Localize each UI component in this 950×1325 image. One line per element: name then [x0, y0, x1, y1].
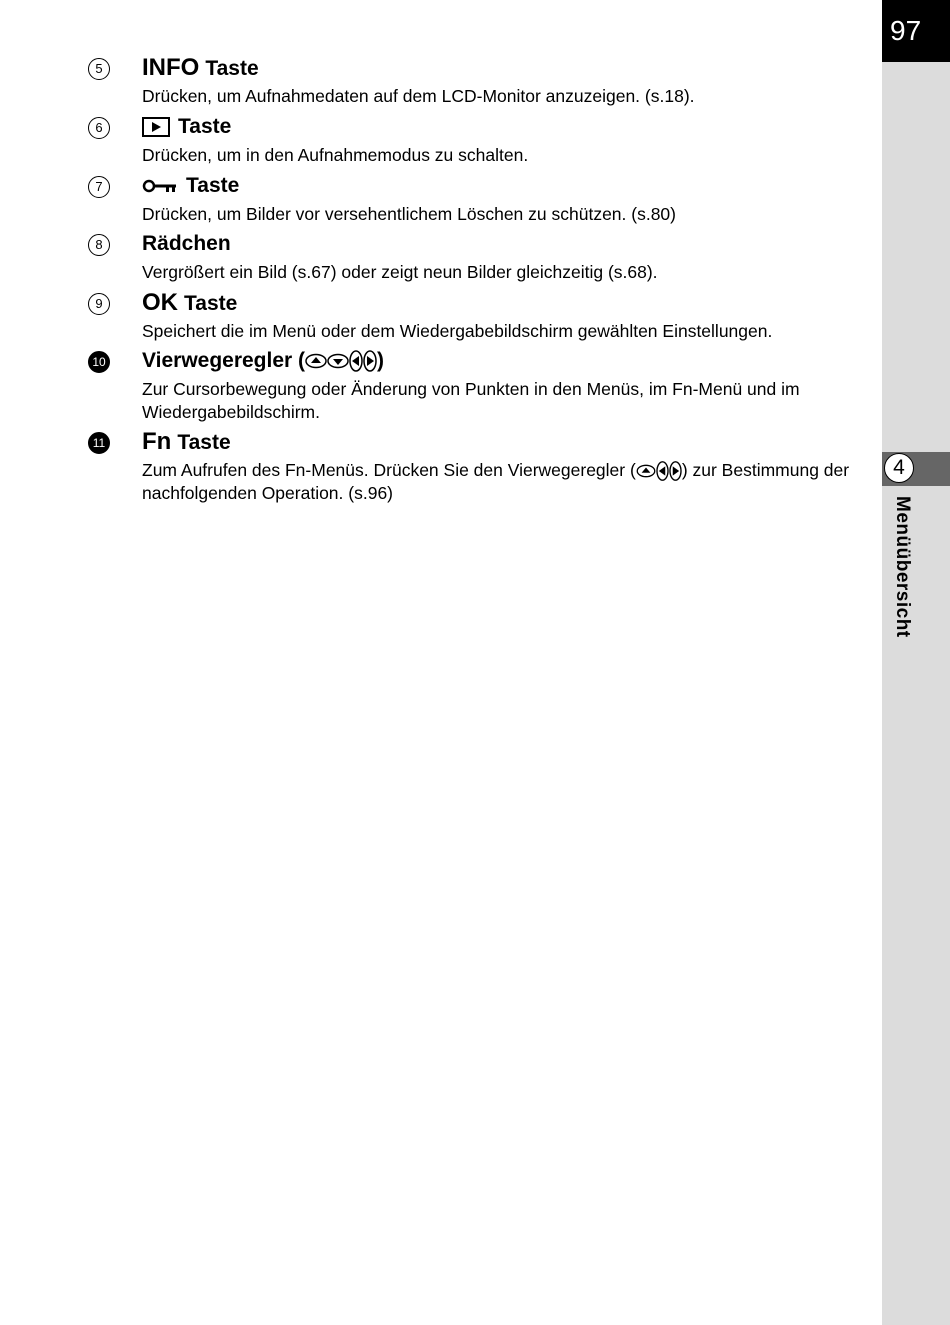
item-description-end: ) zur Bestimmung der nachfolgenden Operation. (s.96) — [142, 460, 850, 504]
chapter-sidebar — [882, 0, 950, 1325]
up-arrow-icon — [305, 353, 327, 369]
key-icon — [142, 178, 178, 194]
info-symbol: INFO — [142, 54, 200, 81]
item-heading — [142, 230, 231, 258]
fn-symbol: Fn — [142, 428, 172, 455]
right-arrow-icon — [363, 349, 377, 373]
item-number: 8 — [88, 234, 110, 256]
item-title: Vierwegeregler ( — [142, 349, 306, 372]
page-number: 97 — [882, 0, 950, 62]
chapter-title: Menüübersicht — [892, 496, 913, 638]
item-number: 7 — [88, 176, 110, 198]
item-description: Zur Cursorbewegung oder Änderung von Punkten in den Menüs, im Fn-Menü und im Wiedergabebildschirm. — [142, 379, 800, 422]
item-title: Rädchen — [142, 232, 231, 255]
item-heading — [142, 54, 259, 83]
item-title: Taste — [205, 57, 259, 80]
left-arrow-icon — [349, 349, 363, 373]
item-title: Taste — [184, 292, 238, 315]
item-heading — [142, 289, 237, 318]
item-description: Drücken, um Bilder vor versehentlichem Löschen zu schützen. (s.80) — [142, 204, 676, 224]
item-title: Taste — [177, 431, 231, 454]
right-arrow-icon — [669, 460, 682, 482]
item-description: Vergrößert ein Bild (s.67) oder zeigt neun Bilder gleichzeitig (s.68). — [142, 262, 658, 282]
item-title: Taste — [178, 115, 232, 138]
chapter-number: 4 — [884, 453, 914, 483]
playback-icon — [142, 117, 170, 137]
item-number: 5 — [88, 58, 110, 80]
ok-symbol: OK — [142, 289, 178, 316]
item-description: Drücken, um Aufnahmedaten auf dem LCD-Monitor anzuzeigen. (s.18). — [142, 86, 695, 106]
item-description: Speichert die im Menü oder dem Wiedergabebildschirm gewählten Einstellungen. — [142, 321, 773, 341]
item-title: Taste — [186, 174, 240, 197]
item-heading — [142, 428, 231, 457]
item-heading — [142, 113, 231, 141]
item-heading — [142, 347, 384, 375]
item-description-start: Zum Aufrufen des Fn-Menüs. Drücken Sie den Vierwegeregler ( — [142, 460, 636, 480]
item-description — [142, 459, 862, 505]
item-title-end: ) — [377, 349, 385, 372]
item-number: 10 — [88, 351, 110, 373]
left-arrow-icon — [656, 460, 669, 482]
item-heading — [142, 172, 239, 200]
item-number: 11 — [88, 432, 110, 454]
item-number: 9 — [88, 293, 110, 315]
item-number: 6 — [88, 117, 110, 139]
item-description: Drücken, um in den Aufnahmemodus zu schalten. — [142, 145, 529, 165]
up-arrow-icon — [636, 464, 656, 478]
down-arrow-icon — [327, 353, 349, 369]
